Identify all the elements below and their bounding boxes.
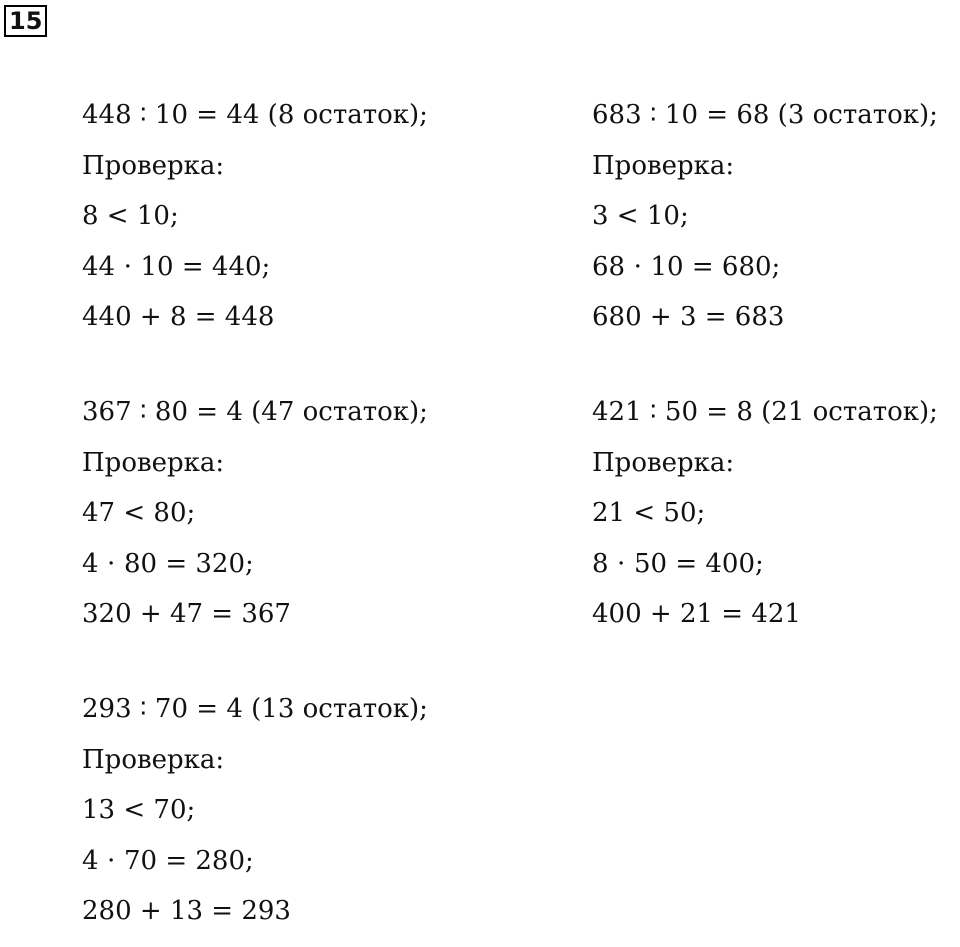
multiplication-step: 44 ⋅ 10 = 440; xyxy=(82,251,271,282)
solution-block xyxy=(592,397,938,650)
division-equation: 367 ∶ 80 = 4 (47 остаток); xyxy=(82,397,428,427)
multiplication-step: 8 ⋅ 50 = 400; xyxy=(592,548,764,579)
division-equation: 421 ∶ 50 = 8 (21 остаток); xyxy=(592,397,938,427)
solution-block xyxy=(82,397,428,650)
solution-block xyxy=(82,694,428,947)
multiplication-step: 68 ⋅ 10 = 680; xyxy=(592,251,781,282)
check-heading: Проверка: xyxy=(82,744,225,775)
division-equation: 448 ∶ 10 = 44 (8 остаток); xyxy=(82,100,428,130)
remainder-comparison: 21 < 50; xyxy=(592,498,706,528)
multiplication-step: 4 ⋅ 80 = 320; xyxy=(82,548,254,579)
solution-block xyxy=(592,100,938,353)
remainder-comparison: 47 < 80; xyxy=(82,498,196,528)
check-heading: Проверка: xyxy=(592,447,735,478)
check-heading: Проверка: xyxy=(82,150,225,181)
remainder-comparison: 3 < 10; xyxy=(592,201,689,231)
remainder-comparison: 8 < 10; xyxy=(82,201,179,231)
addition-step: 320 + 47 = 367 xyxy=(82,599,291,629)
division-equation: 683 ∶ 10 = 68 (3 остаток); xyxy=(592,100,938,130)
addition-step: 280 + 13 = 293 xyxy=(82,896,291,926)
remainder-comparison: 13 < 70; xyxy=(82,795,196,825)
division-equation: 293 ∶ 70 = 4 (13 остаток); xyxy=(82,694,428,724)
check-heading: Проверка: xyxy=(82,447,225,478)
addition-step: 440 + 8 = 448 xyxy=(82,302,275,332)
check-heading: Проверка: xyxy=(592,150,735,181)
task-number-badge: 15 xyxy=(4,5,47,37)
addition-step: 400 + 21 = 421 xyxy=(592,599,801,629)
multiplication-step: 4 ⋅ 70 = 280; xyxy=(82,845,254,876)
addition-step: 680 + 3 = 683 xyxy=(592,302,785,332)
solution-block xyxy=(82,100,428,353)
